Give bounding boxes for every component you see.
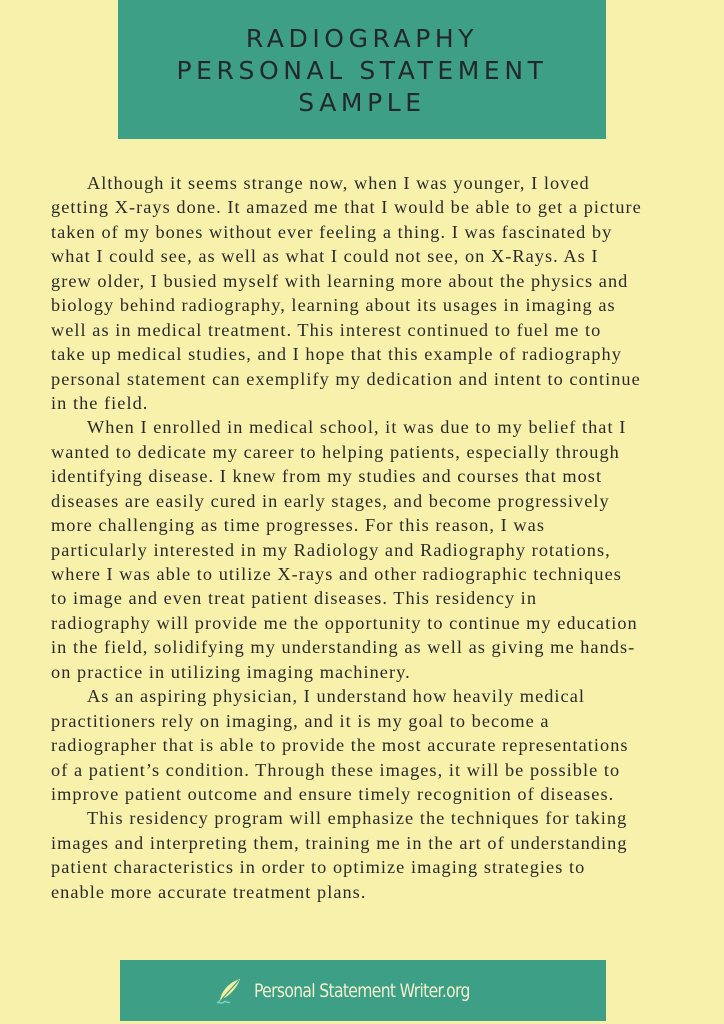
- text-line: diseases are easily cured in early stages, and become progressively: [51, 490, 610, 511]
- text-line: Although it seems strange now, when I was younger, I loved: [87, 173, 590, 193]
- text-line: to image and even treat patient diseases. This residency in: [51, 588, 538, 609]
- text-line: radiography will provide me the opportunity to continue my education: [51, 612, 638, 633]
- brand-name[interactable]: Personal Statement Writer.org: [254, 979, 471, 1002]
- text-line: identifying disease. I knew from my studies and courses that most: [51, 466, 603, 487]
- text-line: radiographer that is able to provide the most accurate representations: [51, 735, 629, 756]
- text-line: take up medical studies, and I hope that this example of radiography: [51, 344, 622, 365]
- text-line: biology behind radiography, learning about its usages in imaging as: [51, 295, 616, 316]
- text-line: grew older, I busied myself with learning more about the physics and: [51, 270, 629, 291]
- footer-banner: [120, 960, 606, 1021]
- text-line: where I was able to utilize X-rays and other radiographic techniques: [51, 564, 622, 584]
- text-line: in the field, solidifying my understanding as well as giving me hands-: [51, 637, 636, 658]
- text-line: well as in medical treatment. This interest continued to fuel me to: [51, 319, 602, 340]
- text-line: wanted to dedicate my career to helping patients, especially through: [51, 441, 620, 462]
- statement-body: [51, 171, 701, 904]
- title-line-2: PERSONAL STATEMENT: [176, 55, 548, 85]
- text-line: more challenging as time progresses. For this reason, I was: [51, 515, 545, 536]
- text-line: on practice in utilizing imaging machinery.: [51, 661, 411, 682]
- text-line: practitioners rely on imaging, and it is my goal to become a: [51, 710, 550, 731]
- title-line-1: RADIOGRAPHY: [245, 23, 479, 53]
- text-line: enable more accurate treatment plans.: [51, 881, 367, 902]
- text-line: As an aspiring physician, I understand how heavily medical: [87, 686, 586, 707]
- text-line: getting X-rays done. It amazed me that I would be able to get a picture: [51, 197, 642, 218]
- text-line: improve patient outcome and ensure timely recognition of diseases.: [51, 783, 615, 804]
- text-line: patient characteristics in order to optimize imaging strategies to: [51, 857, 586, 878]
- quill-pen-icon: [214, 976, 244, 1006]
- text-line: taken of my bones without ever feeling a thing. I was fascinated by: [51, 221, 613, 242]
- text-line: particularly interested in my Radiology and Radiography rotations,: [51, 539, 611, 560]
- text-line: This residency program will emphasize the techniques for taking: [87, 808, 628, 829]
- brand-logo[interactable]: [214, 976, 517, 1006]
- text-line: images and interpreting them, training me in the art of understanding: [51, 832, 628, 853]
- text-line: what I could see, as well as what I could not see, on X-Rays. As I: [51, 246, 599, 267]
- text-line: personal statement can exemplify my dedication and intent to continue: [51, 368, 641, 389]
- title-banner: [118, 0, 606, 139]
- text-line: of a patient’s condition. Through these images, it will be possible to: [51, 759, 621, 780]
- text-line: When I enrolled in medical school, it was due to my belief that I: [87, 417, 627, 438]
- text-line: in the field.: [51, 392, 149, 413]
- title-line-3: SAMPLE: [298, 87, 426, 117]
